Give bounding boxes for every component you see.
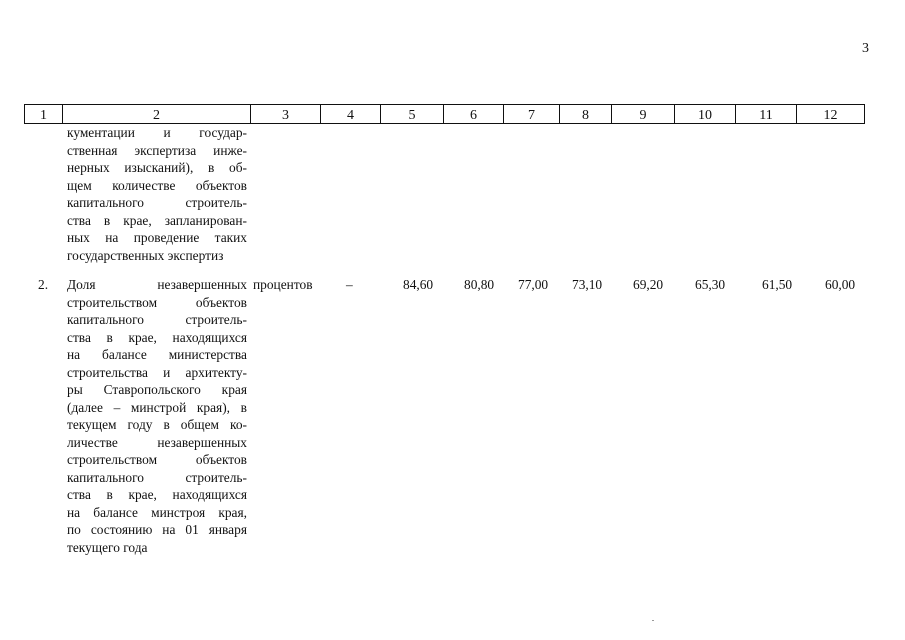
description-line: на балансе министерства [67,347,247,362]
description-line: строительством объектов [67,452,247,467]
description-line: государственных экспертиз [67,247,224,263]
description-line: ственная экспертиза инже- [67,142,247,158]
description-line: ства в крае, находящихся [67,487,247,502]
value-col-10: 65,30 [695,277,726,292]
description-line: ства в крае, находящихся [67,329,247,345]
value-col-4: – [346,277,353,292]
header-col-12: 12 [796,104,865,124]
description-line: текущего года [67,539,148,555]
description-line: капитального строитель- [67,195,247,210]
description-line: личестве незавершенных [67,434,247,450]
description-line: строительством объектов [67,294,247,310]
description-line: строительства и архитекту- [67,364,247,380]
header-col-6: 6 [443,104,503,124]
header-col-11: 11 [735,104,796,124]
description-line: ры Ставропольского края [67,382,247,397]
value-col-8: 73,10 [572,277,603,292]
header-col-9: 9 [611,104,674,124]
header-col-4: 4 [320,104,380,124]
header-col-2: 2 [62,104,250,124]
value-col-7: 77,00 [518,277,549,292]
description-line: нерных изысканий), в об- [67,160,247,175]
description-line: Доля незавершенных [67,277,247,292]
value-col-5: 84,60 [403,277,434,292]
header-col-3: 3 [250,104,320,124]
value-col-12: 60,00 [825,277,856,292]
description-line: ства в крае, запланирован- [67,212,247,228]
value-col-9: 69,20 [633,277,664,292]
header-col-5: 5 [380,104,443,124]
header-col-7: 7 [503,104,559,124]
row-description [67,276,247,556]
description-line: текущем году в общем ко- [67,417,247,432]
row-number: 2. [38,277,49,292]
description-line: (далее – минстрой края), в [67,399,247,415]
description-line: щем количестве объектов [67,177,247,193]
description-line: по состоянию на 01 января [67,522,247,537]
header-col-10: 10 [674,104,735,124]
description-line: ных на проведение таких [67,230,247,245]
header-col-8: 8 [559,104,611,124]
description-line: капитального строитель- [67,312,247,327]
value-col-6: 80,80 [464,277,495,292]
scan-speck [652,620,654,621]
description-line: капитального строитель- [67,469,247,485]
row-unit: процентов [253,277,313,292]
description-line: на балансе минстроя края, [67,504,247,520]
header-col-1: 1 [24,104,62,124]
description-line: кументации и государ- [67,125,247,140]
value-col-11: 61,50 [762,277,793,292]
row-description [67,124,247,264]
page-number: 3 [862,41,869,56]
